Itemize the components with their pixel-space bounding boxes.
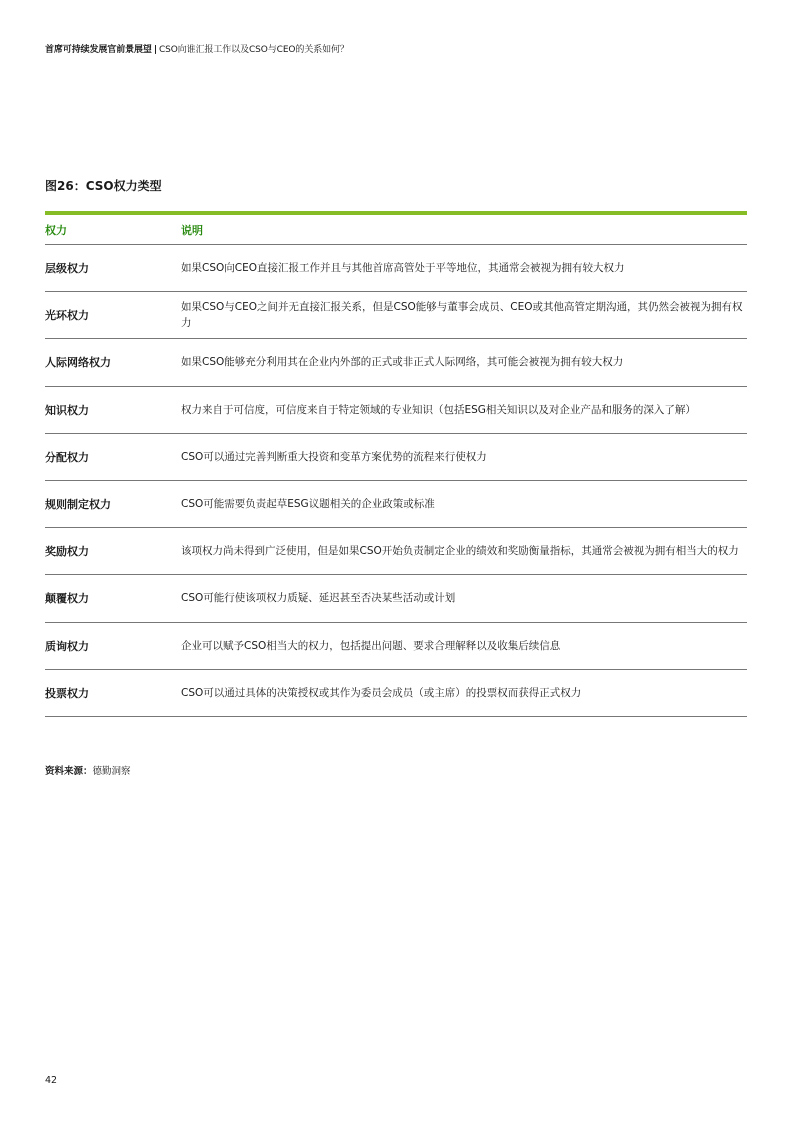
power-name: 人际网络权力 bbox=[45, 356, 111, 370]
power-description: 权力来自于可信度，可信度来自于特定领域的专业知识（包括ESG相关知识以及对企业产品和服务的深入了解） bbox=[181, 403, 696, 416]
power-description: CSO可以通过完善判断重大投资和变革方案优势的流程来行使权力 bbox=[181, 450, 487, 463]
table-row bbox=[45, 434, 747, 481]
report-title: 首席可持续发展官前景展望 bbox=[45, 45, 152, 55]
power-description: 如果CSO能够充分利用其在企业内外部的正式或非正式人际网络，其可能会被视为拥有较大权力 bbox=[181, 356, 624, 369]
power-description: CSO可能行使该项权力质疑、延迟甚至否决某些活动或计划 bbox=[181, 592, 456, 605]
column-header-power: 权力 bbox=[45, 223, 67, 237]
table-row bbox=[45, 575, 747, 622]
table-row bbox=[45, 528, 747, 575]
power-name: 分配权力 bbox=[45, 450, 89, 464]
power-name: 光环权力 bbox=[45, 309, 89, 323]
power-description: CSO可能需要负责起草ESG议题相关的企业政策或标准 bbox=[181, 498, 435, 511]
figure-title: 图26：CSO权力类型 bbox=[45, 179, 162, 193]
power-description: 该项权力尚未得到广泛使用，但是如果CSO开始负责制定企业的绩效和奖励衡量指标，其通常会被视为拥有相当大的权力 bbox=[181, 545, 739, 558]
power-name: 奖励权力 bbox=[45, 545, 89, 559]
table-row bbox=[45, 623, 747, 670]
column-header-description: 说明 bbox=[181, 223, 203, 237]
power-types-table bbox=[45, 211, 747, 717]
power-name: 层级权力 bbox=[45, 262, 89, 276]
power-name: 投票权力 bbox=[45, 686, 89, 700]
table-row bbox=[45, 245, 747, 292]
page-number: 42 bbox=[45, 1075, 58, 1086]
source-note bbox=[45, 763, 131, 777]
header-separator: | bbox=[153, 45, 157, 55]
source-text: 德勤洞察 bbox=[92, 766, 131, 777]
table-row bbox=[45, 387, 747, 434]
power-name: 规则制定权力 bbox=[45, 498, 111, 512]
power-name: 颠覆权力 bbox=[45, 592, 89, 606]
running-header bbox=[45, 42, 349, 55]
table-header-row bbox=[45, 215, 747, 245]
power-name: 知识权力 bbox=[45, 403, 89, 417]
power-description: CSO可以通过具体的决策授权或其作为委员会成员（或主席）的投票权而获得正式权力 bbox=[181, 686, 582, 699]
table-row bbox=[45, 670, 747, 717]
power-description: 如果CSO向CEO直接汇报工作并且与其他首席高管处于平等地位，其通常会被视为拥有较大权力 bbox=[181, 262, 625, 275]
power-description: 企业可以赋予CSO相当大的权力，包括提出问题、要求合理解释以及收集后续信息 bbox=[181, 639, 561, 652]
section-subtitle: CSO向谁汇报工作以及CSO与CEO的关系如何？ bbox=[159, 45, 349, 55]
table-row bbox=[45, 292, 747, 339]
power-name: 质询权力 bbox=[45, 639, 89, 653]
table-row bbox=[45, 481, 747, 528]
source-label: 资料来源： bbox=[45, 766, 93, 777]
table-row bbox=[45, 339, 747, 386]
power-description: 如果CSO与CEO之间并无直接汇报关系，但是CSO能够与董事会成员、CEO或其他高管定期沟通，其仍然会被视为拥有权力 bbox=[181, 301, 743, 330]
